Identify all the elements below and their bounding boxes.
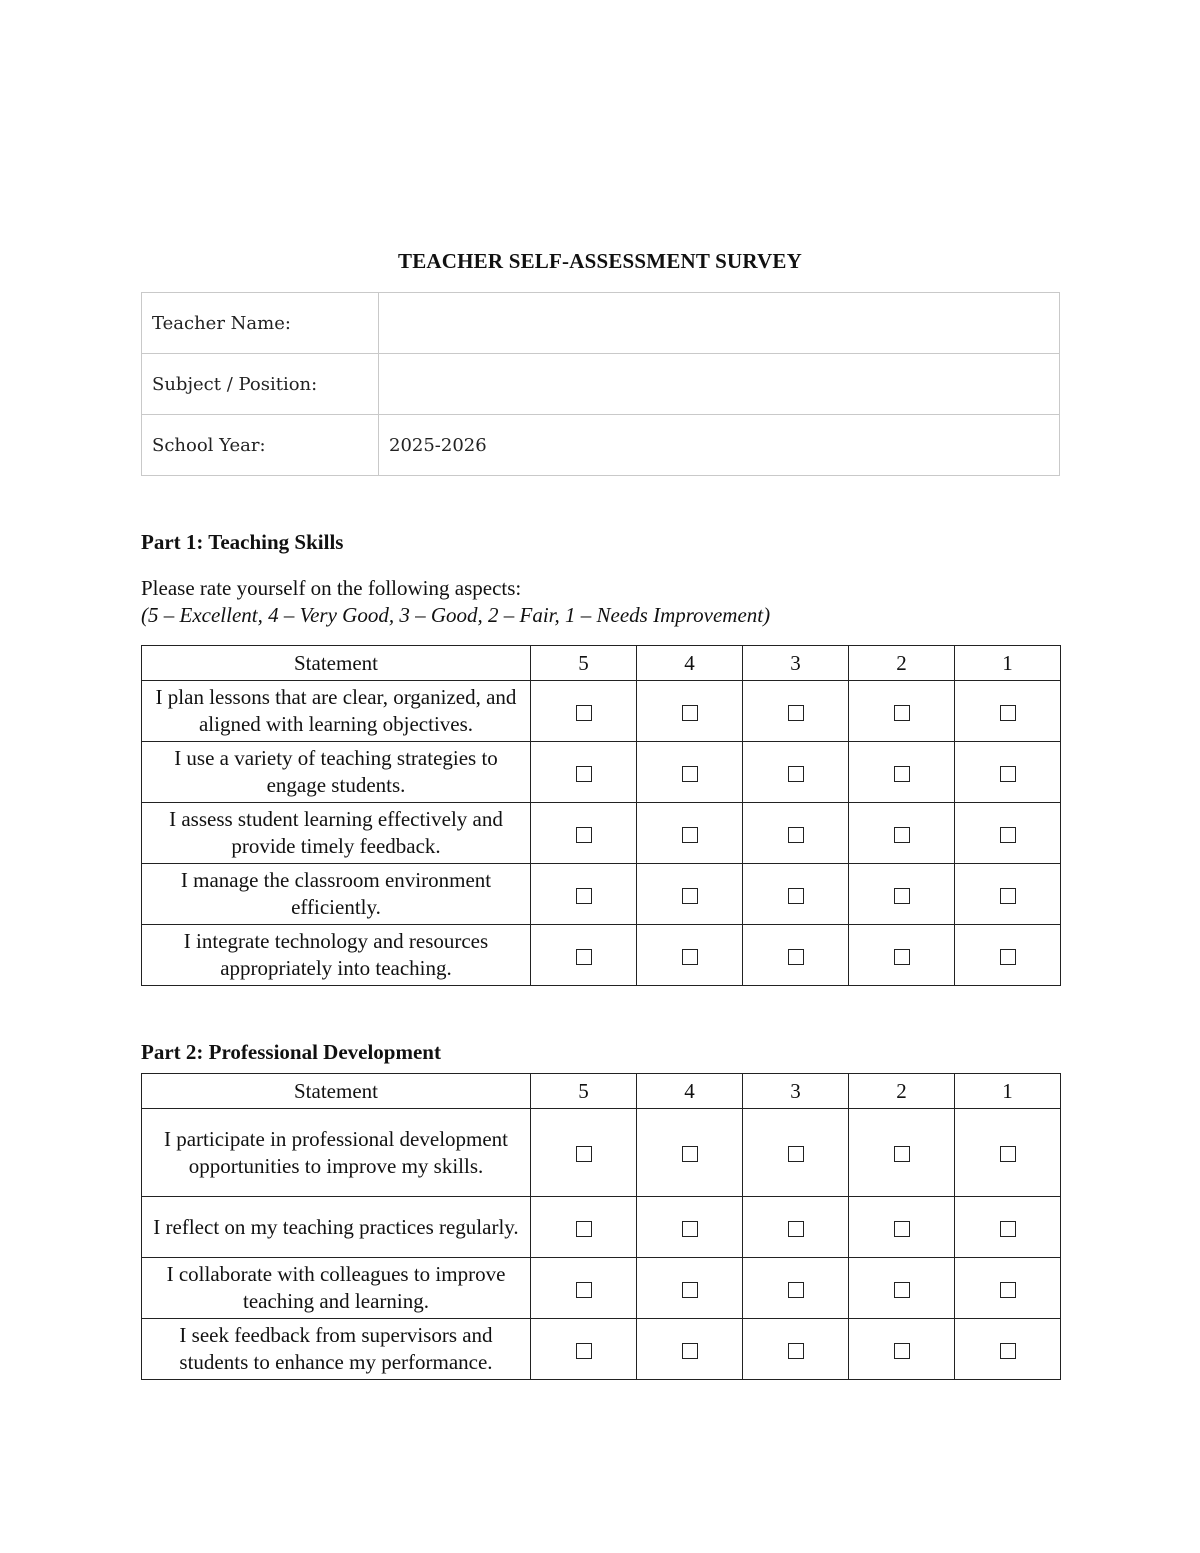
rating-cell-1 xyxy=(955,864,1061,925)
empty-checkbox-icon[interactable] xyxy=(1000,1146,1016,1162)
subject-position-label: Subject / Position: xyxy=(142,354,379,415)
empty-checkbox-icon[interactable] xyxy=(894,705,910,721)
empty-checkbox-icon[interactable] xyxy=(576,1343,592,1359)
empty-checkbox-icon[interactable] xyxy=(894,827,910,843)
rating-cell-3 xyxy=(743,1109,849,1197)
empty-checkbox-icon[interactable] xyxy=(894,1221,910,1237)
empty-checkbox-icon[interactable] xyxy=(894,1282,910,1298)
table-row xyxy=(142,1109,1061,1197)
empty-checkbox-icon[interactable] xyxy=(576,1282,592,1298)
rating-cell-1 xyxy=(955,1258,1061,1319)
rating-cell-4 xyxy=(637,742,743,803)
rating-cell-2 xyxy=(849,742,955,803)
empty-checkbox-icon[interactable] xyxy=(1000,705,1016,721)
rating-cell-3 xyxy=(743,1319,849,1380)
school-year-field[interactable]: 2025-2026 xyxy=(379,415,1060,476)
column-header-statement: Statement xyxy=(142,646,531,681)
column-header-5: 5 xyxy=(531,1074,637,1109)
table-row xyxy=(142,864,1061,925)
rating-cell-2 xyxy=(849,1319,955,1380)
info-row-school-year xyxy=(142,415,1060,476)
statement-text: I participate in professional development opportunities to improve my skills. xyxy=(142,1109,531,1197)
rating-cell-5 xyxy=(531,1197,637,1258)
rating-cell-1 xyxy=(955,1109,1061,1197)
column-header-1: 1 xyxy=(955,646,1061,681)
rating-cell-3 xyxy=(743,1258,849,1319)
empty-checkbox-icon[interactable] xyxy=(682,1146,698,1162)
rating-cell-2 xyxy=(849,864,955,925)
empty-checkbox-icon[interactable] xyxy=(576,766,592,782)
rating-cell-3 xyxy=(743,742,849,803)
rating-cell-3 xyxy=(743,681,849,742)
empty-checkbox-icon[interactable] xyxy=(682,1343,698,1359)
part2-rating-table xyxy=(141,1073,1061,1380)
empty-checkbox-icon[interactable] xyxy=(788,1343,804,1359)
rating-scale-legend: (5 – Excellent, 4 – Very Good, 3 – Good, 2 – Fair, 1 – Needs Improvement) xyxy=(141,603,771,627)
rating-cell-4 xyxy=(637,864,743,925)
empty-checkbox-icon[interactable] xyxy=(894,888,910,904)
empty-checkbox-icon[interactable] xyxy=(788,888,804,904)
empty-checkbox-icon[interactable] xyxy=(1000,949,1016,965)
column-header-3: 3 xyxy=(743,646,849,681)
empty-checkbox-icon[interactable] xyxy=(788,766,804,782)
column-header-4: 4 xyxy=(637,646,743,681)
empty-checkbox-icon[interactable] xyxy=(576,1221,592,1237)
statement-text: I seek feedback from supervisors and students to enhance my performance. xyxy=(142,1319,531,1380)
rating-cell-5 xyxy=(531,681,637,742)
table-row xyxy=(142,803,1061,864)
column-header-4: 4 xyxy=(637,1074,743,1109)
rating-cell-3 xyxy=(743,925,849,986)
empty-checkbox-icon[interactable] xyxy=(1000,1221,1016,1237)
empty-checkbox-icon[interactable] xyxy=(894,1146,910,1162)
statement-text: I collaborate with colleagues to improve teaching and learning. xyxy=(142,1258,531,1319)
rating-cell-5 xyxy=(531,925,637,986)
rating-cell-5 xyxy=(531,742,637,803)
rating-cell-4 xyxy=(637,1197,743,1258)
rating-cell-1 xyxy=(955,681,1061,742)
empty-checkbox-icon[interactable] xyxy=(1000,888,1016,904)
empty-checkbox-icon[interactable] xyxy=(894,949,910,965)
empty-checkbox-icon[interactable] xyxy=(788,949,804,965)
part1-instructions xyxy=(141,575,770,629)
empty-checkbox-icon[interactable] xyxy=(682,1221,698,1237)
rating-cell-2 xyxy=(849,681,955,742)
empty-checkbox-icon[interactable] xyxy=(894,766,910,782)
column-header-5: 5 xyxy=(531,646,637,681)
statement-text: I reflect on my teaching practices regularly. xyxy=(142,1197,531,1258)
rating-cell-1 xyxy=(955,742,1061,803)
school-year-label: School Year: xyxy=(142,415,379,476)
table-row xyxy=(142,1319,1061,1380)
rating-cell-2 xyxy=(849,925,955,986)
empty-checkbox-icon[interactable] xyxy=(894,1343,910,1359)
statement-text: I assess student learning effectively and provide timely feedback. xyxy=(142,803,531,864)
rating-cell-5 xyxy=(531,1319,637,1380)
rating-cell-2 xyxy=(849,1109,955,1197)
rating-cell-5 xyxy=(531,1258,637,1319)
rating-cell-4 xyxy=(637,1109,743,1197)
table-row xyxy=(142,681,1061,742)
table-row xyxy=(142,1197,1061,1258)
rating-cell-1 xyxy=(955,925,1061,986)
empty-checkbox-icon[interactable] xyxy=(682,766,698,782)
part1-heading: Part 1: Teaching Skills xyxy=(141,530,344,554)
table-row xyxy=(142,925,1061,986)
statement-text: I plan lessons that are clear, organized, and aligned with learning objectives. xyxy=(142,681,531,742)
rating-cell-3 xyxy=(743,1197,849,1258)
table-row xyxy=(142,742,1061,803)
empty-checkbox-icon[interactable] xyxy=(788,1146,804,1162)
rating-cell-4 xyxy=(637,803,743,864)
rating-cell-2 xyxy=(849,1197,955,1258)
empty-checkbox-icon[interactable] xyxy=(682,1282,698,1298)
rating-cell-5 xyxy=(531,1109,637,1197)
table-header-row xyxy=(142,646,1061,681)
empty-checkbox-icon[interactable] xyxy=(1000,827,1016,843)
teacher-info-table xyxy=(141,292,1060,476)
part1-rating-table xyxy=(141,645,1061,986)
subject-position-field[interactable] xyxy=(379,354,1060,415)
table-row xyxy=(142,1258,1061,1319)
part2-heading: Part 2: Professional Development xyxy=(141,1040,441,1064)
empty-checkbox-icon[interactable] xyxy=(682,705,698,721)
rating-cell-1 xyxy=(955,1197,1061,1258)
statement-text: I integrate technology and resources appropriately into teaching. xyxy=(142,925,531,986)
table-header-row xyxy=(142,1074,1061,1109)
empty-checkbox-icon[interactable] xyxy=(788,1282,804,1298)
rating-cell-4 xyxy=(637,681,743,742)
rating-cell-1 xyxy=(955,1319,1061,1380)
rating-cell-5 xyxy=(531,803,637,864)
empty-checkbox-icon[interactable] xyxy=(1000,766,1016,782)
empty-checkbox-icon[interactable] xyxy=(682,888,698,904)
rating-cell-3 xyxy=(743,864,849,925)
empty-checkbox-icon[interactable] xyxy=(1000,1343,1016,1359)
empty-checkbox-icon[interactable] xyxy=(576,949,592,965)
rating-cell-5 xyxy=(531,864,637,925)
empty-checkbox-icon[interactable] xyxy=(788,827,804,843)
column-header-2: 2 xyxy=(849,1074,955,1109)
info-row-teacher-name xyxy=(142,293,1060,354)
column-header-2: 2 xyxy=(849,646,955,681)
empty-checkbox-icon[interactable] xyxy=(576,705,592,721)
statement-text: I manage the classroom environment efficiently. xyxy=(142,864,531,925)
empty-checkbox-icon[interactable] xyxy=(576,827,592,843)
rating-cell-1 xyxy=(955,803,1061,864)
teacher-name-field[interactable] xyxy=(379,293,1060,354)
rating-cell-2 xyxy=(849,1258,955,1319)
rating-instruction: Please rate yourself on the following aspects: xyxy=(141,576,522,600)
empty-checkbox-icon[interactable] xyxy=(788,705,804,721)
info-row-subject-position xyxy=(142,354,1060,415)
empty-checkbox-icon[interactable] xyxy=(682,949,698,965)
empty-checkbox-icon[interactable] xyxy=(576,888,592,904)
empty-checkbox-icon[interactable] xyxy=(788,1221,804,1237)
column-header-3: 3 xyxy=(743,1074,849,1109)
teacher-name-label: Teacher Name: xyxy=(142,293,379,354)
column-header-1: 1 xyxy=(955,1074,1061,1109)
column-header-statement: Statement xyxy=(142,1074,531,1109)
statement-text: I use a variety of teaching strategies to engage students. xyxy=(142,742,531,803)
rating-cell-4 xyxy=(637,1319,743,1380)
rating-cell-3 xyxy=(743,803,849,864)
rating-cell-4 xyxy=(637,1258,743,1319)
document-title: TEACHER SELF-ASSESSMENT SURVEY xyxy=(398,249,802,273)
rating-cell-4 xyxy=(637,925,743,986)
empty-checkbox-icon[interactable] xyxy=(682,827,698,843)
rating-cell-2 xyxy=(849,803,955,864)
empty-checkbox-icon[interactable] xyxy=(576,1146,592,1162)
empty-checkbox-icon[interactable] xyxy=(1000,1282,1016,1298)
